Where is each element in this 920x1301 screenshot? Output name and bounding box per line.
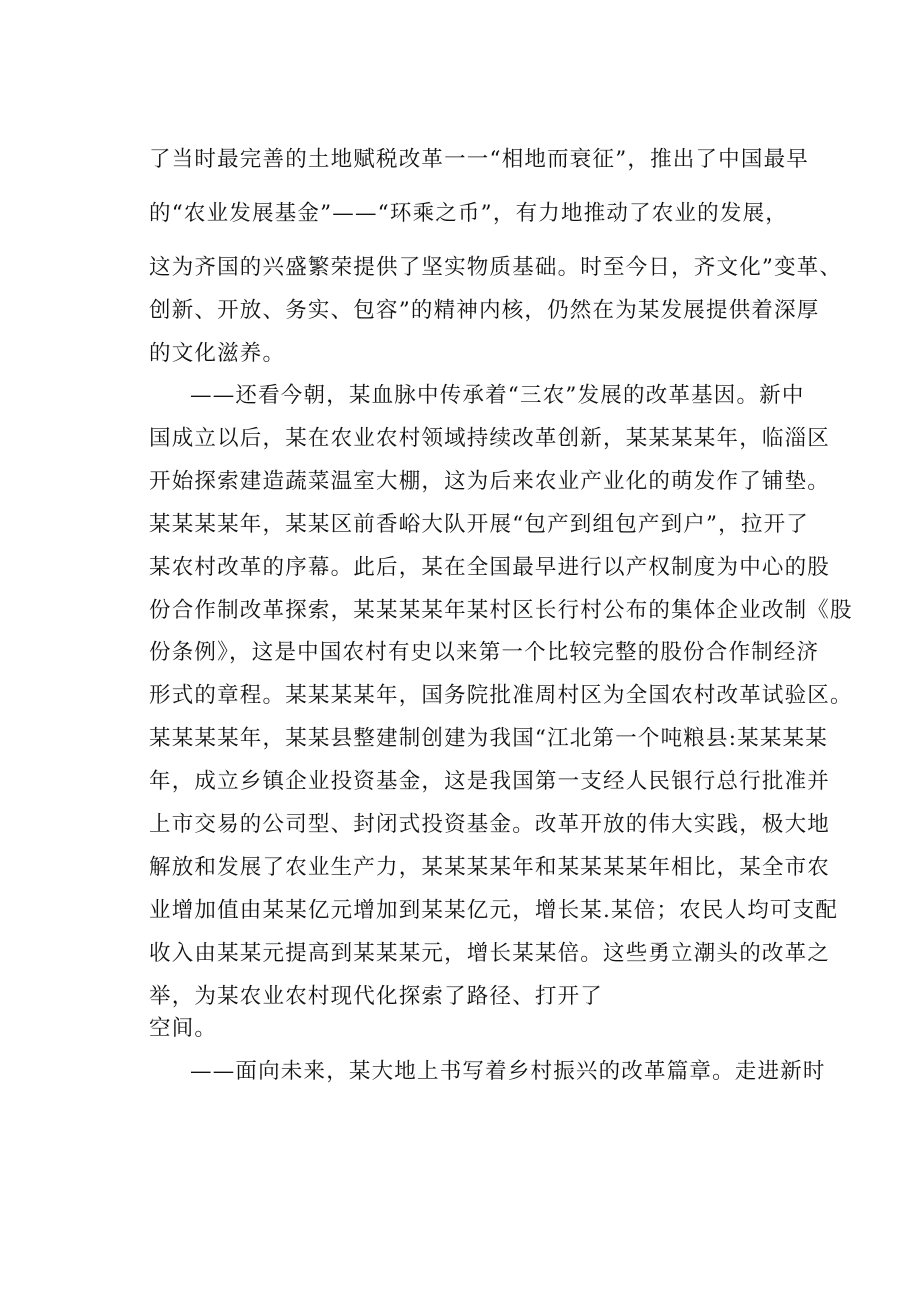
text-line-17: 解放和发展了农业生产力，某某某某年和某某某某年相比，某全市农: [149, 855, 831, 880]
text-line-9: 某某某某年，某某区前香峪大队开展“包产到组包产到户”，拉开了: [149, 512, 809, 537]
text-line-12: 份条例》，这是中国农村有史以来第一个比较完整的股份合作制经济: [149, 640, 820, 665]
text-line-14: 某某某某年，某某县整建制创建为我国“江北第一个吨粮县:某某某某: [149, 726, 828, 751]
text-line-7: 国成立以后，某在农业农村领域持续改革创新，某某某某年，临淄区: [149, 426, 831, 451]
text-line-1: 了当时最完善的土地赋税改革一一“相地而衰征”，推出了中国最早: [149, 147, 809, 172]
text-line-3: 这为齐国的兴盛繁荣提供了坚实物质基础。时至今日，齐文化”变革、: [149, 255, 843, 280]
text-line-18: 业增加值由某某亿元增加到某某亿元，增长某.某倍；农民人均可支配: [149, 898, 839, 923]
text-line-13: 形式的章程。某某某某年，国务院批准周村区为全国农村改革试验区。: [149, 683, 853, 708]
text-line-8: 开始探索建造蔬菜温室大棚，这为后来农业产业化的萌发作了铺垫。: [149, 469, 831, 494]
text-line-5: 的文化滋养。: [149, 341, 286, 366]
text-line-19: 收入由某某元提高到某某某元，增长某某倍。这些勇立潮头的改革之: [149, 941, 831, 966]
text-line-10: 某农村改革的序幕。此后，某在全国最早进行以产权制度为中心的股: [149, 555, 831, 580]
text-line-16: 上市交易的公司型、封闭式投资基金。改革开放的伟大实践，极大地: [149, 812, 831, 837]
text-line-2: 的“农业发展基金”——“环乘之币”，有力地推动了农业的发展，: [149, 201, 788, 226]
text-line-4: 创新、开放、务实、包容”的精神内核，仍然在为某发展提供着深厚: [149, 298, 820, 323]
text-line-22: ——面向未来，某大地上书写着乡村振兴的改革篇章。走进新时: [190, 1059, 826, 1084]
text-line-6: ——还看今朝，某血脉中传承着“三农”发展的改革基因。新中: [190, 383, 805, 408]
text-line-15: 年，成立乡镇企业投资基金，这是我国第一支经人民银行总行批准并: [149, 769, 831, 794]
text-line-20: 举，为某农业农村现代化探索了路径、打开了: [149, 984, 604, 1009]
text-line-21: 空间。: [149, 1016, 218, 1041]
text-line-11: 份合作制改革探索，某某某某年某村区长行村公布的集体企业改制《股: [149, 598, 853, 623]
